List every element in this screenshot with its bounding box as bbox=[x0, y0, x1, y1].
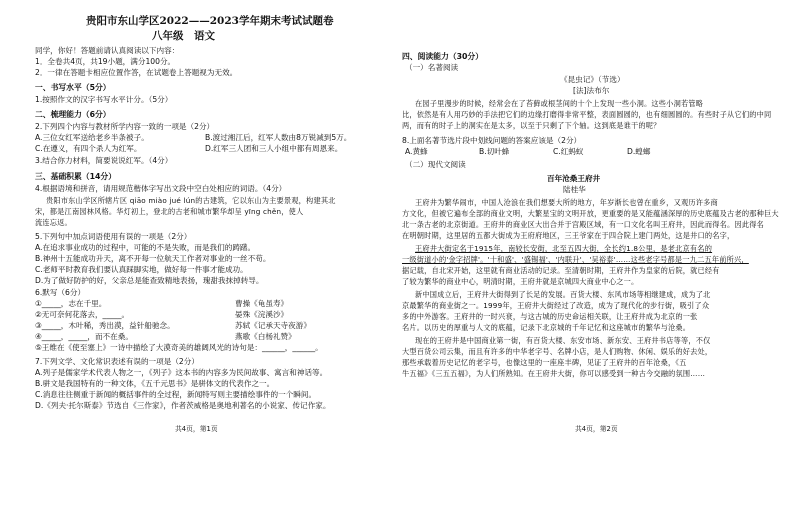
option-d: D.蝗螂 bbox=[627, 147, 651, 156]
question-4: 4.根据语境和拼音，请用规范楷体字写出文段中空白处相应的词语。（4分） bbox=[35, 184, 287, 193]
page-footer: 共4页，第2页 bbox=[575, 425, 618, 433]
option-b: B.神州十五能成功升天，离不开每一位航天工作者对事业的一丝不苟。 bbox=[35, 254, 271, 263]
question-2: 2.下列四个内容与教材所学内容一致的一项是（2分） bbox=[35, 122, 215, 131]
essay-line: 北一条古老的北京街道。王府井的商业区大出合并于宫殿区域，有一口文化名叫王府井，因此而得名。因此得名 bbox=[402, 220, 764, 229]
essay-line: 京最繁华的商业街之一。1999年，王府井大街经过了改造，成为了现代化的步行街，吸引了众 bbox=[402, 301, 710, 310]
intro-line: 1．全卷共4页，共19小题，满分100分。 bbox=[35, 57, 176, 66]
option-a: A.在追求事业成功的过程中，可能的不是失败，而是我们的踌躇。 bbox=[35, 243, 256, 252]
essay-line: 了较为繁华的商业中心，明清时期，王府井就是京城四大商业中心之一。 bbox=[402, 277, 639, 286]
recite-line: ⑤王维在《使至塞上》一诗中描绘了大漠奇美的雄阔风光的诗句是：______，______。 bbox=[35, 343, 323, 352]
option-a: A.列子是儒家学术代表人物之一，《列子》这本书的内容多为民间故事、寓言和神话等。 bbox=[35, 368, 328, 377]
essay-line: 新中国成立后，王府井大街得到了长足的发展。百货大楼、东风市场等相继建成，成为了北 bbox=[415, 290, 711, 299]
book-title: 《昆虫记》（节选） bbox=[560, 75, 625, 84]
essay-line: 据记载，自北宋开始，这里就有商业活动的记录。至清朝时期，王府井作为皇家的后院，就已经有 bbox=[402, 266, 720, 275]
exam-title: 贵阳市东山学区2022——2023学年期末考试试题卷 bbox=[86, 15, 334, 27]
intro-line: 2．一律在答题卡相应位置作答，在试题卷上答题视为无效。 bbox=[35, 68, 238, 77]
recite-source: 燕歌《白杨礼赞》 bbox=[235, 332, 296, 341]
option-a: A.黄蜂 bbox=[405, 147, 428, 156]
recite-line: ③_____，木叶稀，秀出漠，益针船驰念。 bbox=[35, 321, 175, 330]
section-2-title: 二、梳理能力（6分） bbox=[35, 110, 111, 119]
section-1-title: 一、书写水平（5分） bbox=[35, 83, 111, 92]
essay-line: 牛五福》《三五五福》，为人们所熟知。在王府井大街，你可以感受到一种古今交融的氛围…… bbox=[402, 369, 706, 378]
intro-line: 同学，你好！答题前请认真阅读以下内容： bbox=[35, 46, 180, 55]
essay-line: 在明朝时期，这里居的五都大街成为王府府地区，三王爷家在于四合院上建门两处，这是井口的名字， bbox=[402, 231, 735, 240]
book-passage-line: 在园子里漫步的时候，经常会在了苔藓或根茎间的十个上发现一些小洞。这些小洞若管略 bbox=[415, 99, 704, 108]
essay-line: 王府井为繁华闹市，中国人沧浪在我们想要大所的地方，年岁渐长也曾在重乡，又观历许多商 bbox=[415, 198, 718, 207]
subsection-title: （一）名著阅读 bbox=[405, 63, 459, 72]
page-2 bbox=[397, 0, 794, 529]
option-d: D.为了做好防护的好，父亲总是能查致精地表扬，瑰甜我抹掉转导。 bbox=[35, 276, 264, 285]
section-4-title: 四、阅读能力（30分） bbox=[402, 52, 484, 61]
essay-line: 现在的王府井是中国商业第一街，有百货大楼、东安市场、新东安、王府井书店等等，不仅 bbox=[415, 336, 711, 345]
essay-line: 方文化，但被它遍布全部的商业文明，大繁星宝的文明开放，更重要的是又能蕴涵深厚的历史底蕴及古老的那种巨大 bbox=[402, 209, 779, 218]
option-b: B.骈文是我国特有的一种文体，《五千元思书》是骈体文的代表作之一。 bbox=[35, 379, 275, 388]
recite-line: ②无可奈何花落去，_____。 bbox=[35, 310, 130, 319]
book-passage-line: 两，而有的时子上的洞实在是太多，以至于只剩了下个轴。这到底是谁干的呢？ bbox=[402, 121, 661, 130]
book-author: [法]法布尔 bbox=[573, 86, 610, 95]
essay-line: 多的中外游客。王府井的一时兴衰，与这古城的历史命运相关联，让王府井成为北京的一张 bbox=[402, 312, 698, 321]
essay-line: 那些承载着历史记忆的老字号，也像这里的一座座丰碑，见证了王府井的百年沧桑，《五 bbox=[402, 358, 687, 367]
q4-passage-line: 宋，都是江南园林风格。华灯初上，登北的古老和城市繁华却呈 yīng chěn，使人 bbox=[35, 207, 304, 216]
option-d: D.《列夫·托尔斯泰》节选自《三作家》，作者茨威格是奥地利著名的小说家、传记作家。 bbox=[35, 401, 331, 410]
essay-title: 百年沧桑王府井 bbox=[547, 174, 601, 183]
option-b: B.切叶蜂 bbox=[479, 147, 510, 156]
option-b: B.渡过湘江后，红军人数由8万锐减到5万。 bbox=[205, 133, 352, 142]
essay-line: 大型百货公司云集，而且有许多的中华老字号、名牌小店，是人们购物、休闲、娱乐的好去处， bbox=[402, 347, 713, 356]
recite-line: ④_____，_____，而不在桑。 bbox=[35, 332, 133, 341]
page-footer: 共4页，第1页 bbox=[175, 425, 218, 433]
recite-source: 曹操《龟虽寿》 bbox=[235, 299, 289, 308]
question-8: 8.上面名著节选片段中划线问题的答案应该是（2分） bbox=[402, 136, 582, 145]
q4-passage-line: 流连忘返。 bbox=[35, 218, 72, 227]
essay-line: 名片。以历史的厚重与人文的底蕴，记录下北京城的千年记忆和这座城市的繁华与沧桑。 bbox=[402, 323, 691, 332]
question-1: 1.按照作文的汉字书写水平计分。（5分） bbox=[35, 95, 173, 104]
option-c: C.在遵义，有四个杀人为红军。 bbox=[35, 144, 142, 153]
option-c: C.老师平时教育我们要认真踩脚实地，做好每一件事才能成功。 bbox=[35, 265, 248, 274]
recite-source: 苏轼《记承天寺夜游》 bbox=[235, 321, 311, 330]
option-c: C.红蚂蚁 bbox=[553, 147, 584, 156]
subsection-title: （二）现代文阅读 bbox=[405, 160, 466, 169]
section-3-title: 三、基础积累（14分） bbox=[35, 172, 117, 181]
essay-line: 一级街道小的'金字招牌'。'十和盛'、'盛锡福'、'内联升'、'吴裕泰'……这些老字号都是一九二五年前所兴， bbox=[402, 255, 749, 264]
recite-source: 晏殊《浣溪沙》 bbox=[235, 310, 289, 319]
question-7: 7.下列文学、文化常识表述有误的一项是（2分） bbox=[35, 357, 199, 366]
question-6: 6.默写（6分） bbox=[35, 288, 86, 297]
option-a: A.三位女红军送给老乡半条被子。 bbox=[35, 133, 149, 142]
book-passage-line: 比，依然是有人用巧妙的手法把它们的边缘打磨得非常平整，表面圆圆的，也有细圆圆的。有些时子从它们的中同 bbox=[402, 110, 772, 119]
option-d: D.红军三人团和三人小组中都有周恩来。 bbox=[205, 144, 343, 153]
essay-line: 王府井大街定名于1915年，南较长安街，北至五四大街，全长约1.8公里，是老北京有名的 bbox=[415, 244, 713, 253]
q4-passage-line: 贵阳市东山学区所辖片区 qiāo miào jué lún的古建筑，它以东山为主要景观，构建其北 bbox=[46, 196, 336, 205]
question-5: 5.下列句中加点词语使用有误的一项是（2分） bbox=[35, 232, 192, 241]
recite-line: ①_____，志在千里。 bbox=[35, 299, 107, 308]
option-c: C.消息往往侧重于新闻的概括事件的全过程，新闻特写则主要描绘事件的一个瞬间。 bbox=[35, 390, 317, 399]
question-3: 3.结合你力材料，简要说说红军。（4分） bbox=[35, 156, 173, 165]
exam-subtitle: 八年级 语文 bbox=[152, 30, 215, 42]
essay-author: 陆桂华 bbox=[563, 185, 586, 194]
